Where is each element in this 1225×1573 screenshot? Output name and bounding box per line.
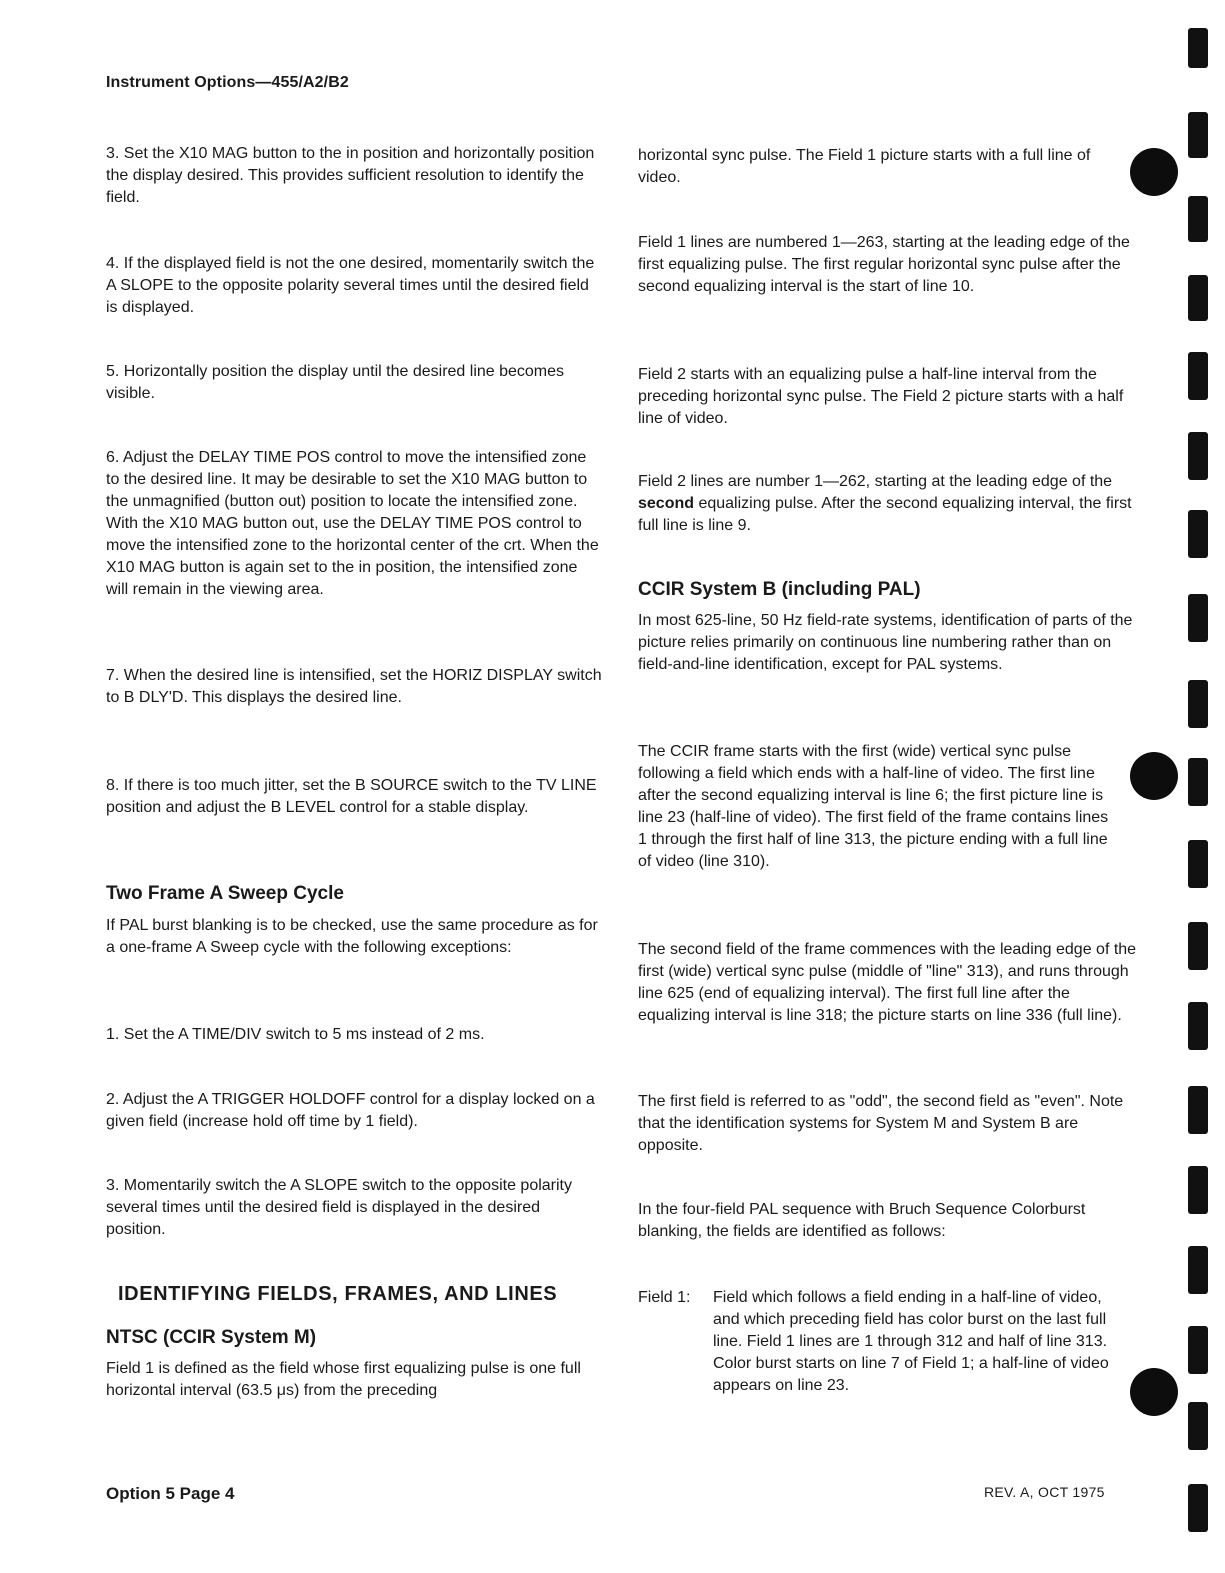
field2-start-paragraph: Field 2 starts with an equalizing pulse a half-line interval from the preceding horizontal sync pulse. The Field 2 picture starts with a half line of video. — [638, 366, 1124, 427]
punch-hole — [1130, 752, 1178, 800]
binding-bar — [1188, 1246, 1208, 1294]
step-7-paragraph: 7. When the desired line is intensified, set the HORIZ DISPLAY switch to B DLY'D. This displays the desired line. — [106, 667, 602, 706]
binding-bar — [1188, 758, 1208, 806]
binding-bar — [1188, 432, 1208, 480]
field2-text-a: Field 2 lines are number 1—262, starting at the leading edge of the — [638, 473, 1113, 490]
footer-revision: REV. A, OCT 1975 — [984, 1484, 1105, 1500]
binding-bar — [1188, 1402, 1208, 1450]
two-frame-step-3: 3. Momentarily switch the A SLOPE switch to the opposite polarity several times until the desired field is displayed in the desired position. — [106, 1177, 572, 1238]
ccir-heading: CCIR System B (including PAL) — [638, 579, 921, 600]
second-field-paragraph: The second field of the frame commences with the leading edge of the first (wide) vertical sync pulse (middle of "line" 313), and runs through line 625 (end of equalizing interval). The first full line after the equalizing interval is line 318; the picture starts on line 336 (full line). — [638, 941, 1137, 1024]
step-6-paragraph: 6. Adjust the DELAY TIME POS control to move the intensified zone to the desired line. It may be desirable to set the X10 MAG button to the unmagnified (button out) position to locate the intensified zone. With the X10 MAG button out, use the DELAY TIME POS control to move the intensified zone to the horizontal center of the crt. When the X10 MAG button is again set to the in position, the intensified zone will remain in the viewing area. — [106, 449, 599, 598]
ccir-intro-paragraph: In most 625-line, 50 Hz field-rate systems, identification of parts of the picture relies primarily on continuous line numbering rather than on field-and-line identification, except for PAL systems. — [638, 612, 1133, 673]
binding-bar — [1188, 594, 1208, 642]
binding-bar — [1188, 275, 1208, 321]
binding-bar — [1188, 1326, 1208, 1374]
field1-definition — [638, 1287, 1128, 1397]
binding-bar — [1188, 1484, 1208, 1532]
binding-bar — [1188, 1166, 1208, 1214]
binding-bar — [1188, 922, 1208, 970]
pal-sequence-paragraph: In the four-field PAL sequence with Bruch Sequence Colorburst blanking, the fields are identified as follows: — [638, 1201, 1086, 1240]
binding-bar — [1188, 1086, 1208, 1134]
punch-hole — [1130, 1368, 1178, 1416]
ntsc-paragraph: Field 1 is defined as the field whose first equalizing pulse is one full horizontal interval (63.5 μs) from the preceding — [106, 1360, 581, 1399]
field1-lines-paragraph: Field 1 lines are numbered 1—263, starting at the leading edge of the first equalizing pulse. The first regular horizontal sync pulse after the second equalizing interval is the start of line 10. — [638, 234, 1130, 295]
binding-bar — [1188, 196, 1208, 242]
step-4-paragraph: 4. If the displayed field is not the one desired, momentarily switch the A SLOPE to the opposite polarity several times until the desired field is displayed. — [106, 255, 595, 316]
ccir-frame-paragraph: The CCIR frame starts with the first (wide) vertical sync pulse following a field which ends with a half-line of video. The first line after the second equalizing interval is line 6; the first picture line is line 23 (half-line of video). The first field of the frame contains lines 1 through the first half of line 313, the picture ending with a full line of video (line 310). — [638, 743, 1109, 870]
binding-bar — [1188, 840, 1208, 888]
binding-bar — [1188, 112, 1208, 158]
binding-bar — [1188, 680, 1208, 728]
field1-definition-text: Field which follows a field ending in a half-line of video, and which preceding field has color burst on the last full line. Field 1 lines are 1 through 312 and half of line 313. Color burst starts on line 7 of Field 1; a half-line of video appears on line 23. — [713, 1289, 1109, 1394]
field1-label: Field 1: — [638, 1289, 691, 1306]
field2-emphasis: second — [638, 495, 695, 512]
page-header: Instrument Options—455/A2/B2 — [106, 74, 349, 91]
step-8-paragraph: 8. If there is too much jitter, set the B SOURCE switch to the TV LINE position and adjust the B LEVEL control for a stable display. — [106, 777, 597, 816]
odd-even-paragraph: The first field is referred to as "odd", the second field as "even". Note that the identification systems for System M and System B are opposite. — [638, 1093, 1124, 1154]
two-frame-step-1: 1. Set the A TIME/DIV switch to 5 ms instead of 2 ms. — [106, 1026, 485, 1043]
binding-bar — [1188, 352, 1208, 400]
identifying-heading: IDENTIFYING FIELDS, FRAMES, AND LINES — [118, 1283, 558, 1305]
ntsc-heading: NTSC (CCIR System M) — [106, 1327, 317, 1348]
field2-lines-paragraph — [638, 471, 1138, 537]
footer-page-label: Option 5 Page 4 — [106, 1484, 235, 1503]
two-frame-intro: If PAL burst blanking is to be checked, use the same procedure as for a one-frame A Sweep cycle with the following exceptions: — [106, 917, 598, 956]
punch-hole — [1130, 148, 1178, 196]
step-5-paragraph: 5. Horizontally position the display until the desired line becomes visible. — [106, 363, 565, 402]
step-3-paragraph: 3. Set the X10 MAG button to the in position and horizontally position the display desired. This provides sufficient resolution to identify the field. — [106, 145, 595, 206]
two-frame-step-2: 2. Adjust the A TRIGGER HOLDOFF control for a display locked on a given field (increase hold off time by 1 field). — [106, 1091, 595, 1130]
binding-bar — [1188, 510, 1208, 558]
two-frame-heading: Two Frame A Sweep Cycle — [106, 883, 344, 904]
binding-bar — [1188, 28, 1208, 68]
binding-bar — [1188, 1002, 1208, 1050]
field1-intro: horizontal sync pulse. The Field 1 picture starts with a full line of video. — [638, 147, 1091, 186]
field2-text-c: equalizing pulse. After the second equalizing interval, the first full line is line 9. — [638, 495, 1132, 534]
